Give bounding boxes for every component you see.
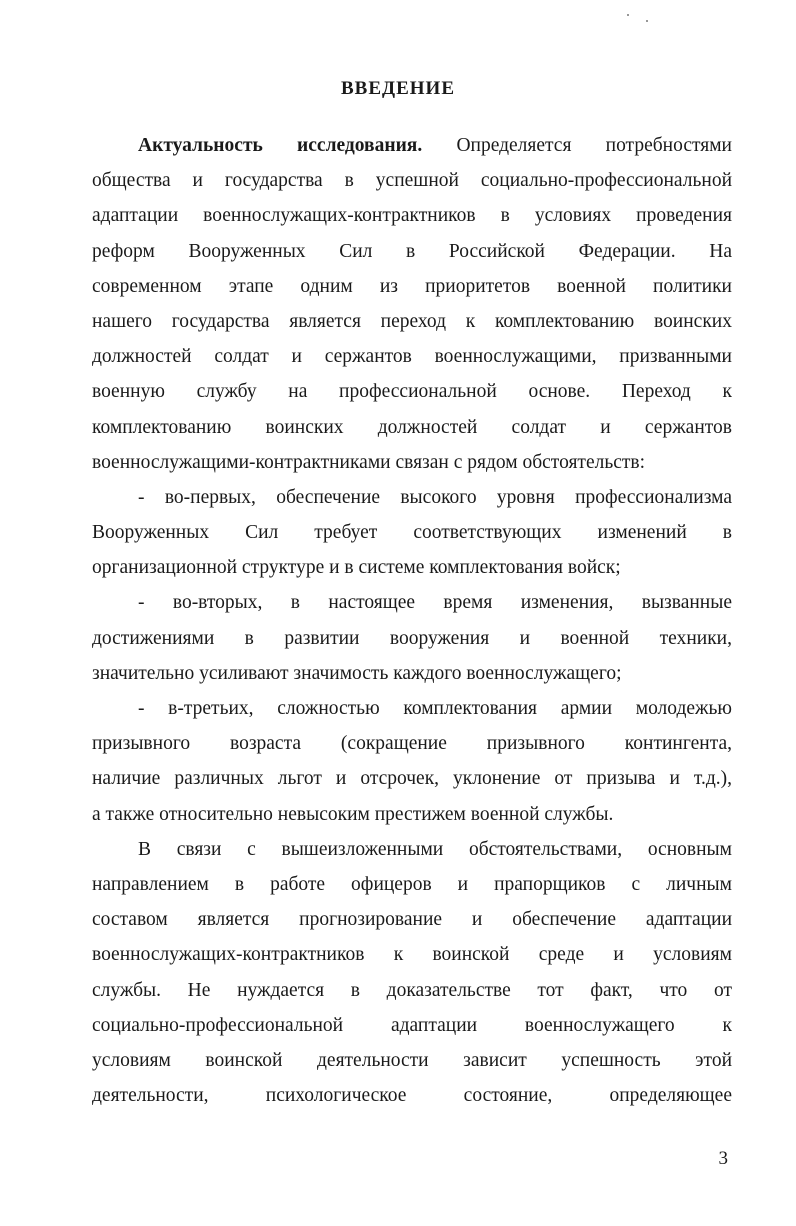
text-line: условиям воинской деятельности зависит успешность этой xyxy=(92,1049,732,1071)
text-line: - в-третьих, сложностью комплектования армии молодежью xyxy=(138,698,732,719)
text-line: современном этапе одним из приоритетов военной политики xyxy=(92,275,732,297)
text-line: комплектованию воинских должностей солдат и сержантов xyxy=(92,416,732,438)
text-line: В связи с вышеизложенными обстоятельствами, основным xyxy=(138,838,732,860)
page-number: 3 xyxy=(718,1148,728,1169)
text-line xyxy=(92,128,732,163)
text-fragment: Определяется потребностями xyxy=(422,135,732,156)
text-line: адаптации военнослужащих-контрактников в условиях проведения xyxy=(92,205,732,227)
text-line: деятельности, психологическое состояние, определяющее xyxy=(92,1085,732,1107)
text-line: призывного возраста (сокращение призывного контингента, xyxy=(92,733,732,755)
text-line: службы. Не нуждается в доказательстве тот факт, что от xyxy=(92,979,732,1001)
lead-phrase: Актуальность исследования. xyxy=(138,135,423,156)
text-line: значительно усиливают значимость каждого военнослужащего; xyxy=(92,662,622,684)
text-line: общества и государства в успешной социально-профессиональной xyxy=(92,170,732,192)
text-line: наличие различных льгот и отсрочек, уклонение от призыва и т.д.), xyxy=(92,768,732,790)
text-line: военнослужащих-контрактников к воинской среде и условиям xyxy=(92,944,732,966)
body-text xyxy=(92,128,732,1113)
scan-speck xyxy=(646,20,648,22)
text-line: реформ Вооруженных Сил в Российской Федерации. На xyxy=(92,240,732,262)
text-line: Вооруженных Сил требует соответствующих изменений в xyxy=(92,522,732,544)
text-line: направлением в работе офицеров и прапорщиков с личным xyxy=(92,873,732,895)
text-line: нашего государства является переход к комплектованию воинских xyxy=(92,310,732,332)
text-line: военнослужащими-контрактниками связан с рядом обстоятельств: xyxy=(92,451,646,473)
section-heading: ВВЕДЕНИЕ xyxy=(341,78,455,99)
text-line: военную службу на профессиональной основе. Переход к xyxy=(92,381,732,403)
text-line: а также относительно невысоким престижем военной службы. xyxy=(92,803,614,825)
text-line: должностей солдат и сержантов военнослужащими, призванными xyxy=(92,346,732,368)
text-line: составом является прогнозирование и обеспечение адаптации xyxy=(92,909,732,931)
scan-speck xyxy=(627,14,629,16)
text-line: социально-профессиональной адаптации военнослужащего к xyxy=(92,1014,732,1036)
text-line: - во-вторых, в настоящее время изменения, вызванные xyxy=(138,592,732,614)
text-line: - во-первых, обеспечение высокого уровня профессионализма xyxy=(138,486,732,508)
text-line: организационной структуре и в системе комплектования войск; xyxy=(92,557,621,579)
text-line: достижениями в развитии вооружения и военной техники, xyxy=(92,627,732,649)
